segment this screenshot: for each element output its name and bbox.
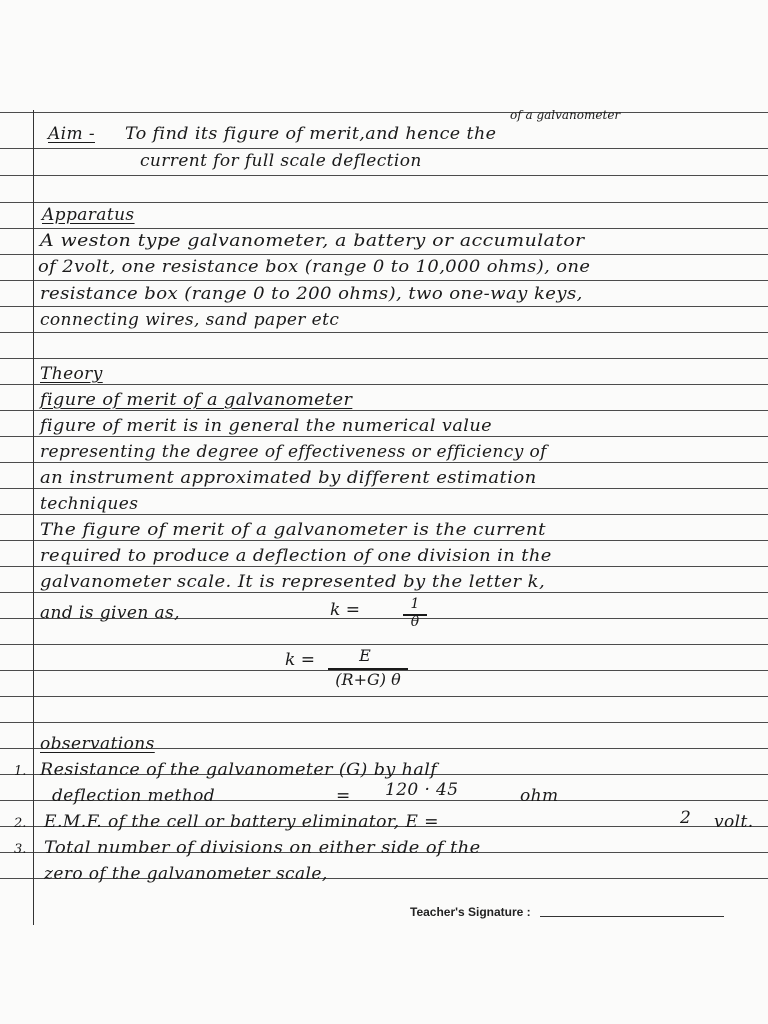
ruled-line — [0, 488, 768, 489]
observation-2-line-1: E.M.F. of the cell or battery eliminator, E = — [44, 812, 439, 832]
ruled-line — [0, 175, 768, 176]
ruled-line — [0, 592, 768, 593]
apparatus-line-1: A weston type galvanometer, a battery or accumulator — [40, 231, 585, 251]
ruled-line — [0, 358, 768, 359]
observation-1-equals: = — [336, 786, 351, 806]
ruled-line — [0, 514, 768, 515]
ruled-line — [0, 280, 768, 281]
ruled-line — [0, 644, 768, 645]
observation-2-number: 2. — [14, 816, 27, 831]
observation-3-line-1: Total number of divisions on either side of the — [44, 838, 481, 858]
ruled-line — [0, 540, 768, 541]
theory-line-6: required to produce a deflection of one division in the — [40, 546, 552, 566]
formula-1-lhs: k = — [330, 600, 360, 620]
theory-line-3: an instrument approximated by different estimation — [40, 468, 537, 488]
observation-1-value: 120 · 45 — [385, 780, 459, 800]
ruled-line — [0, 696, 768, 697]
aim-insert-note: of a galvanometer — [510, 108, 621, 122]
theory-line-1: figure of merit is in general the numerical value — [40, 416, 493, 436]
ruled-line — [0, 228, 768, 229]
apparatus-line-3: resistance box (range 0 to 200 ohms), two one-way keys, — [40, 284, 583, 304]
ruled-line — [0, 566, 768, 567]
formula-2-lhs: k = — [285, 650, 315, 670]
apparatus-heading: Apparatus — [42, 205, 135, 225]
observation-2-unit: volt. — [714, 812, 754, 832]
margin-line — [33, 110, 34, 925]
ruled-line — [0, 254, 768, 255]
observations-heading: observations — [40, 734, 155, 754]
ruled-line — [0, 462, 768, 463]
formula-2-denominator: (R+G) θ — [335, 670, 401, 689]
aim-label: Aim - — [48, 124, 95, 144]
teacher-signature-label: Teacher's Signature : — [410, 905, 531, 919]
aim-line-2: current for full scale deflection — [140, 151, 422, 171]
ruled-line — [0, 112, 768, 113]
observation-2-value: 2 — [680, 808, 692, 828]
ruled-line — [0, 410, 768, 411]
apparatus-line-2: of 2volt, one resistance box (range 0 to 10,000 ohms), one — [38, 257, 591, 277]
observation-1-unit: ohm — [520, 786, 559, 806]
theory-heading: Theory — [40, 364, 103, 384]
theory-line-2: representing the degree of effectiveness or efficiency of — [40, 442, 547, 462]
ruled-line — [0, 436, 768, 437]
theory-line-5: The figure of merit of a galvanometer is the current — [40, 520, 546, 540]
formula-2-numerator: E — [359, 646, 371, 665]
theory-line-8: and is given as, — [40, 603, 180, 623]
theory-line-4: techniques — [40, 494, 139, 514]
theory-line-7: galvanometer scale. It is represented by the letter k, — [40, 572, 546, 592]
aim-line-1: To find its figure of merit,and hence the — [125, 124, 497, 144]
ruled-line — [0, 306, 768, 307]
ruled-line — [0, 384, 768, 385]
observation-1-line-1: Resistance of the galvanometer (G) by half — [40, 760, 438, 780]
ruled-line — [0, 722, 768, 723]
ruled-line — [0, 202, 768, 203]
formula-1-denominator: θ — [410, 614, 420, 630]
observation-3-number: 3. — [14, 842, 27, 857]
ruled-line — [0, 332, 768, 333]
observation-3-line-2: zero of the galvanometer scale, — [44, 864, 328, 884]
observation-1-line-2: deflection method — [52, 786, 215, 806]
apparatus-line-4: connecting wires, sand paper etc — [40, 310, 340, 330]
formula-1-numerator: 1 — [410, 596, 420, 612]
ruled-line — [0, 148, 768, 149]
theory-subheading: figure of merit of a galvanometer — [40, 390, 353, 410]
teacher-signature-line — [540, 916, 724, 917]
observation-1-number: 1. — [14, 764, 27, 779]
